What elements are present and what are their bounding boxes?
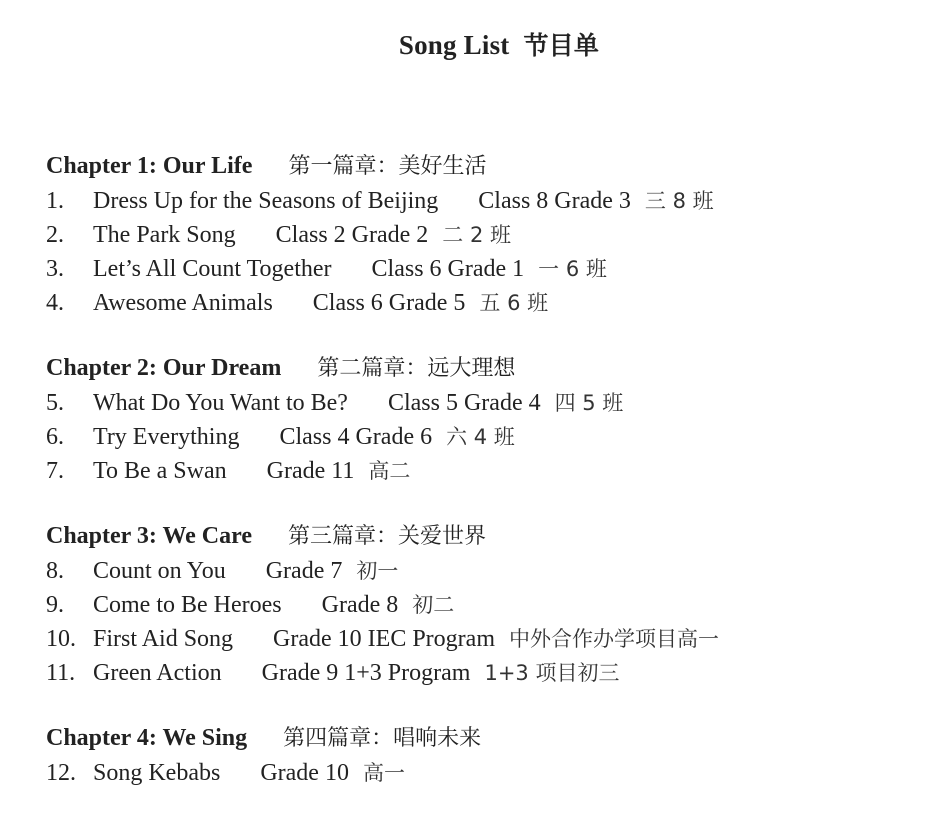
song-number: 10. (46, 626, 76, 652)
song-item (46, 554, 926, 588)
song-class: Class 4 Grade 6 (279, 424, 433, 450)
page-title (0, 26, 950, 62)
song-class: Class 6 Grade 5 (312, 290, 466, 316)
song-class-chinese: 六 4 班 (446, 425, 515, 449)
song-item (46, 454, 926, 488)
song-class-chinese: 一 6 班 (538, 257, 607, 281)
song-class-chinese: 初一 (356, 559, 399, 583)
song-item (46, 252, 926, 286)
chapter-heading (46, 518, 926, 554)
chapter-title: Chapter 3: We Care (46, 523, 252, 549)
chapter-title-chinese: 第三篇章：关爱世界 (287, 524, 486, 549)
song-number: 7. (46, 458, 64, 484)
chapter-heading (46, 148, 926, 184)
song-class: Class 8 Grade 3 (478, 188, 631, 214)
song-title: First Aid Song (93, 626, 234, 652)
song-number: 4. (46, 290, 64, 316)
page-title-chinese: 节目单 (523, 31, 600, 60)
song-number: 11. (46, 660, 76, 686)
song-title: The Park Song (93, 222, 236, 248)
chapter-2 (46, 350, 926, 488)
song-item (46, 588, 926, 622)
song-title: Dress Up for the Seasons of Beijing (93, 188, 439, 214)
song-title: Count on You (93, 558, 226, 584)
song-class: Class 6 Grade 1 (371, 256, 525, 282)
song-title: Green Action (93, 660, 222, 686)
song-item (46, 184, 926, 218)
song-item (46, 756, 926, 790)
chapter-heading (46, 720, 926, 756)
song-item (46, 286, 926, 320)
song-class: Class 5 Grade 4 (387, 390, 541, 416)
song-class-chinese: 三 8 班 (644, 189, 714, 213)
song-number: 12. (46, 760, 76, 786)
song-item (46, 218, 926, 252)
song-title: Come to Be Heroes (93, 592, 282, 618)
song-class-chinese: 中外合作办学项目高一 (509, 627, 719, 651)
song-number: 5. (46, 390, 64, 416)
song-number: 2. (46, 222, 64, 248)
chapter-title-chinese: 第四篇章：唱响未来 (283, 726, 482, 751)
chapter-3 (46, 518, 926, 690)
song-class: Grade 7 (265, 558, 343, 584)
song-item (46, 386, 926, 420)
chapter-title: Chapter 1: Our Life (46, 153, 253, 179)
song-number: 1. (46, 188, 64, 214)
chapter-1 (46, 148, 926, 320)
song-title: Let’s All Count Together (93, 256, 332, 282)
song-class: Grade 8 (321, 592, 399, 618)
song-class: Grade 10 (260, 760, 349, 786)
song-number: 8. (46, 558, 64, 584)
song-list (46, 148, 926, 820)
song-item (46, 420, 926, 454)
page-title-english: Song List (398, 30, 510, 60)
song-number: 9. (46, 592, 64, 618)
chapter-title-chinese: 第二篇章：远大理想 (317, 356, 516, 381)
song-title: What Do You Want to Be? (93, 390, 348, 416)
song-number: 3. (46, 256, 64, 282)
chapter-title: Chapter 2: Our Dream (46, 355, 282, 381)
song-class-chinese: 高二 (368, 459, 411, 483)
song-title: Awesome Animals (93, 290, 273, 316)
chapter-4 (46, 720, 926, 790)
song-item (46, 656, 926, 690)
song-class-chinese: 高一 (362, 761, 405, 785)
song-item (46, 622, 926, 656)
song-class: Grade 11 (266, 458, 355, 484)
chapter-heading (46, 350, 926, 386)
song-class-chinese: 1+3 项目初三 (484, 661, 620, 685)
song-class: Grade 9 1+3 Program (261, 660, 471, 686)
song-title: Try Everything (93, 424, 240, 450)
song-class-chinese: 四 5 班 (554, 391, 624, 415)
chapter-title-chinese: 第一篇章：美好生活 (288, 154, 487, 179)
song-number: 6. (46, 424, 64, 450)
song-class-chinese: 五 6 班 (479, 291, 549, 315)
chapter-title: Chapter 4: We Sing (46, 725, 248, 751)
song-class-chinese: 初二 (412, 593, 455, 617)
song-class: Class 2 Grade 2 (275, 222, 429, 248)
song-class: Grade 10 IEC Program (273, 626, 495, 652)
song-title: To Be a Swan (93, 458, 227, 484)
song-class-chinese: 二 2 班 (442, 223, 512, 247)
song-title: Song Kebabs (93, 760, 221, 786)
